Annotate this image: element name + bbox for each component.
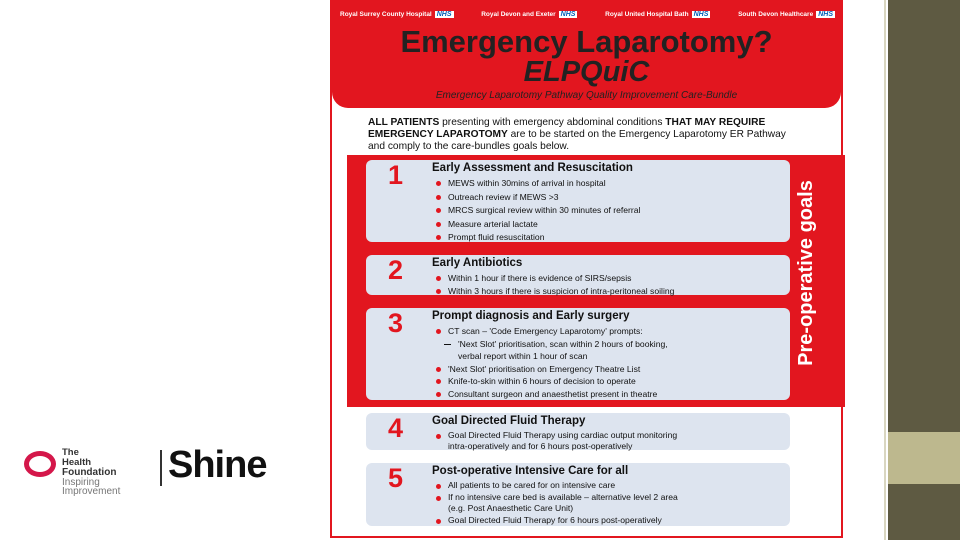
list-subitem: 'Next Slot' prioritisation, scan within 2 hours of booking,	[436, 338, 668, 351]
section-number: 2	[388, 255, 404, 285]
section-items	[436, 480, 678, 526]
list-item-continued: (e.g. Post Anaesthetic Care Unit)	[448, 503, 574, 513]
health-foundation-shine-logo	[24, 444, 324, 497]
tagline-line-2: Improvement	[62, 486, 121, 497]
list-item: Within 3 hours if there is suspicion of intra-peritoneal soiling	[436, 285, 674, 298]
section-title: Early Assessment and Resuscitation	[432, 162, 633, 174]
list-item: Measure arterial lactate	[436, 218, 640, 232]
list-item-continued: intra-operatively and for 6 hours post-operatively	[448, 441, 633, 451]
shine-wordmark: Shine	[168, 444, 267, 486]
intro-text-2: are to be started on the Emergency Laparotomy ER Pathway and comply to the care-bundles goals below.	[368, 129, 786, 152]
list-item: Goal Directed Fluid Therapy for 6 hours post-operatively	[436, 515, 678, 527]
list-subitem-continued: verbal report within 1 hour of scan	[458, 351, 588, 361]
goal-section-1	[366, 160, 790, 242]
goal-section-2	[366, 255, 790, 295]
section-title: Goal Directed Fluid Therapy	[432, 415, 586, 427]
poster-title: Emergency Laparotomy?	[400, 24, 773, 59]
section-title: Early Antibiotics	[432, 257, 523, 269]
section-title: Prompt diagnosis and Early surgery	[432, 310, 630, 322]
list-item: If no intensive care bed is available – alternative level 2 area	[436, 492, 678, 504]
section-items	[436, 272, 674, 298]
preoperative-goals-label: Pre-operative goals	[795, 180, 817, 366]
list-item: Within 1 hour if there is evidence of SIRS/sepsis	[436, 272, 674, 285]
logo-divider	[160, 450, 162, 486]
trust-royal-united-bath	[605, 6, 710, 22]
intro-bold-2: THAT MAY REQUIRE EMERGENCY LAPAROTOMY	[368, 117, 766, 140]
trust-logos-row	[340, 6, 835, 22]
poster-header	[332, 0, 841, 108]
section-title: Post-operative Intensive Care for all	[432, 465, 629, 477]
nhs-logo-icon: NHS	[436, 10, 452, 18]
section-items	[436, 430, 677, 452]
health-foundation-ring-icon	[24, 451, 56, 477]
list-item: Prompt fluid resuscitation	[436, 231, 640, 245]
intro-paragraph	[368, 117, 788, 153]
nhs-logo-icon: NHS	[693, 10, 709, 18]
goal-section-5	[366, 463, 790, 526]
sidebar-divider-line	[884, 0, 886, 540]
list-item: Consultant surgeon and anaesthetist present in theatre	[436, 388, 668, 401]
list-item: All patients to be cared for on intensive care	[436, 480, 678, 492]
trust-south-devon	[738, 6, 835, 22]
nhs-logo-icon: NHS	[818, 10, 833, 18]
list-item: Knife-to-skin within 6 hours of decision to operate	[436, 375, 668, 388]
poster-acronym: ELPQuiC	[523, 56, 650, 88]
tagline-line-1: Inspiring	[62, 476, 100, 488]
list-item: Goal Directed Fluid Therapy using cardiac output monitoring	[436, 430, 677, 441]
intro-bold-1: ALL PATIENTS	[368, 117, 440, 128]
section-number: 1	[388, 160, 404, 190]
trust-name: South Devon Healthcare	[738, 10, 814, 18]
list-item: MRCS surgical review within 30 minutes of referral	[436, 204, 640, 218]
list-item: CT scan – 'Code Emergency Laparotomy' prompts:	[436, 325, 668, 338]
trust-name: Royal United Hospital Bath	[605, 10, 689, 18]
goal-section-3	[366, 308, 790, 400]
section-items	[436, 177, 640, 245]
list-item: MEWS within 30mins of arrival in hospital	[436, 177, 640, 191]
foundation-tagline	[62, 468, 120, 497]
foundation-line-3: Foundation	[62, 467, 117, 478]
section-number: 3	[388, 308, 404, 338]
trust-royal-devon	[481, 6, 577, 22]
section-items	[436, 325, 668, 400]
foundation-line-2: Health	[62, 457, 92, 468]
trust-name: Royal Devon and Exeter	[481, 10, 556, 18]
goal-section-4	[366, 413, 790, 450]
list-item: 'Next Slot' prioritisation on Emergency Theatre List	[436, 363, 668, 376]
poster-subtitle: Emergency Laparotomy Pathway Quality Improvement Care-Bundle	[435, 90, 738, 101]
trust-royal-surrey	[340, 6, 454, 22]
nhs-logo-icon: NHS	[560, 10, 576, 18]
list-item: Outreach review if MEWS >3	[436, 191, 640, 205]
trust-name: Royal Surrey County Hospital	[340, 10, 432, 18]
section-number: 5	[388, 463, 404, 493]
foundation-line-1: The	[62, 447, 79, 458]
foundation-name	[62, 448, 91, 468]
slide-sidebar-accent	[888, 432, 960, 484]
section-number: 4	[388, 413, 404, 443]
intro-text-1: presenting with emergency abdominal conditions	[439, 117, 666, 128]
